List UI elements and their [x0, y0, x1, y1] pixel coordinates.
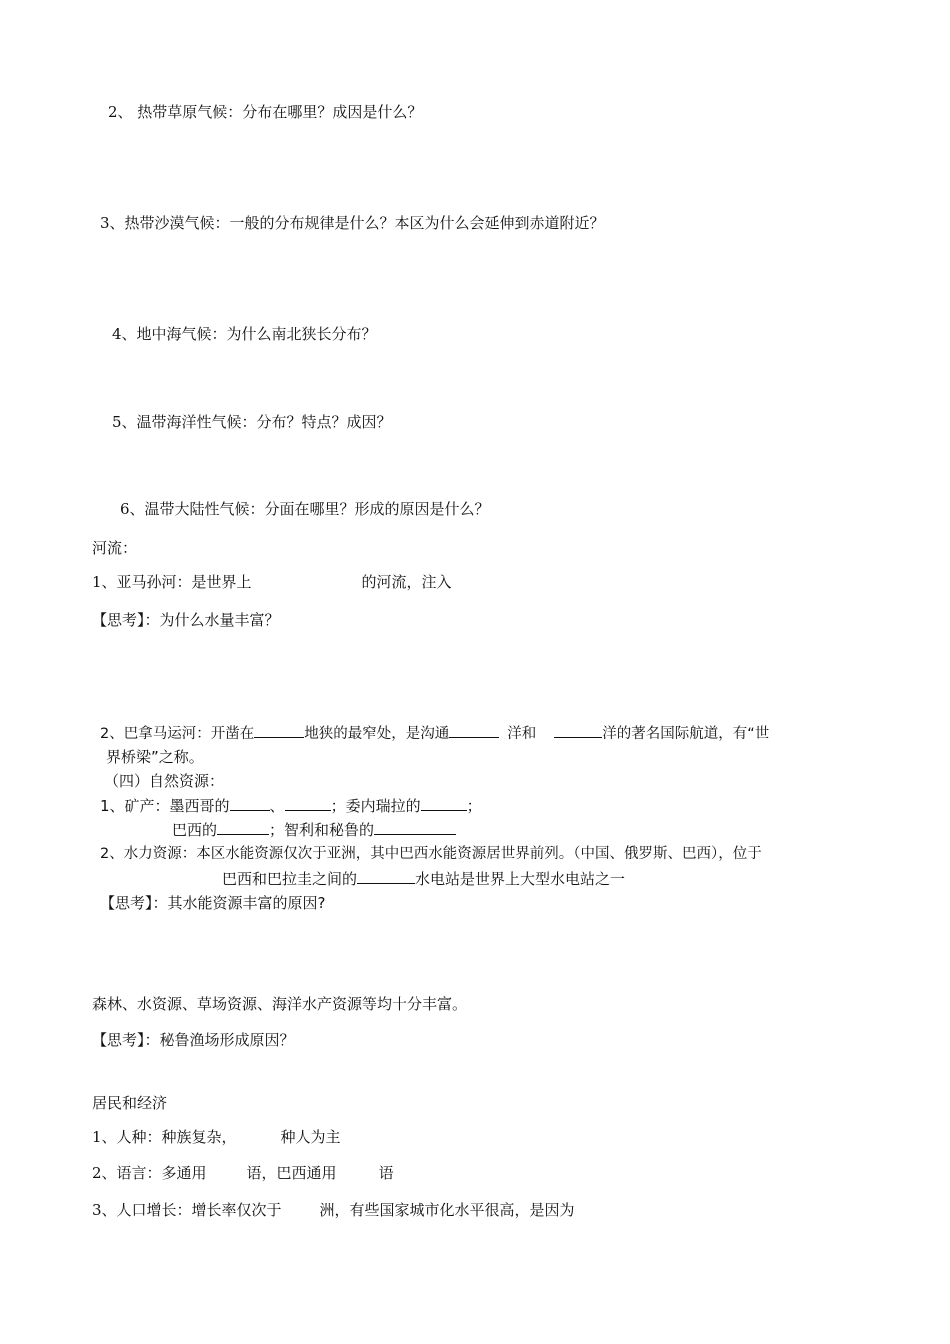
forest-line: 森林、水资源、草场资源、海洋水产资源等均十分丰富。	[92, 995, 468, 1013]
think-hydro: 【思考】：其水能资源丰富的原因?	[100, 894, 326, 912]
question-continental: 6、温带大陆性气候：分面在哪里？形成的原因是什么？	[120, 500, 490, 518]
minerals-blank-3	[421, 796, 467, 811]
residents-heading: 居民和经济	[92, 1094, 168, 1112]
panama-blank-1	[254, 723, 304, 738]
amazon-text-b: 的河流，注入	[361, 573, 452, 591]
panama-blank-2	[449, 723, 499, 738]
minerals-line-2	[172, 820, 456, 840]
lang-text-a: 2、语言：多通用	[92, 1164, 207, 1182]
hydro-line-1: 2、水力资源：本区水能资源仅次于亚洲，其中巴西水能资源居世界前列。（中国、俄罗斯、巴西），位于	[100, 846, 762, 862]
minerals-text-a: 1、矿产：墨西哥的	[100, 797, 230, 815]
minerals2-text-b: ；智利和秘鲁的	[269, 821, 375, 839]
race-line	[92, 1127, 341, 1147]
minerals-text-d: ；	[466, 797, 482, 815]
lang-text-b: 语，巴西通用	[246, 1164, 337, 1182]
minerals-blank-1	[230, 796, 270, 811]
race-text-b: 种人为主	[280, 1128, 341, 1146]
race-text-a: 1、人种：种族复杂，	[92, 1128, 237, 1146]
minerals2-blank-1	[217, 820, 269, 835]
hydro-text-b: 水电站是世界上大型水电站之一	[415, 870, 626, 888]
minerals-line-1	[100, 796, 482, 816]
minerals2-blank-2	[374, 820, 456, 835]
hydro-blank	[357, 869, 415, 884]
question-mediterranean: 4、地中海气候：为什么南北狭长分布？	[112, 325, 377, 343]
panama-text-a: 2、巴拿马运河：开凿在	[100, 726, 255, 742]
amazon-text-a: 1、亚马孙河：是世界上	[92, 573, 252, 591]
minerals-blank-2	[285, 796, 331, 811]
question-savanna: 2、 热带草原气候：分布在哪里？成因是什么？	[108, 103, 423, 121]
population-line	[92, 1200, 575, 1220]
think-water: 【思考】：为什么水量丰富？	[92, 611, 280, 629]
lang-text-c: 语	[378, 1164, 394, 1182]
minerals-text-b: 、	[269, 797, 285, 815]
resources-heading: （四）自然资源：	[104, 772, 225, 790]
question-desert: 3、热带沙漠气候：一般的分布规律是什么？本区为什么会延伸到赤道附近？	[100, 214, 605, 232]
hydro-text-a: 巴西和巴拉圭之间的	[222, 870, 358, 888]
minerals-text-c: ；委内瑞拉的	[330, 797, 421, 815]
panama-text-c: 洋和	[507, 726, 537, 742]
rivers-heading: 河流：	[92, 539, 138, 557]
hydro-line-2	[222, 869, 625, 889]
minerals2-text-a: 巴西的	[172, 821, 218, 839]
panama-blank-3	[554, 723, 602, 738]
panama-line-2: 界桥梁”之称。	[106, 748, 204, 766]
pop-text-a: 3、人口增长：增长率仅次于	[92, 1201, 282, 1219]
amazon-line	[92, 572, 452, 592]
panama-line-1	[100, 723, 769, 744]
panama-text-b: 地狭的最窄处，是沟通	[304, 726, 450, 742]
pop-text-b: 洲，有些国家城市化水平很高，是因为	[319, 1201, 575, 1219]
question-marine: 5、温带海洋性气候：分布？特点？成因？	[112, 413, 392, 431]
panama-text-d: 洋的著名国际航道，有“世	[602, 726, 770, 742]
think-fish: 【思考】：秘鲁渔场形成原因？	[92, 1031, 295, 1049]
language-line	[92, 1163, 394, 1183]
